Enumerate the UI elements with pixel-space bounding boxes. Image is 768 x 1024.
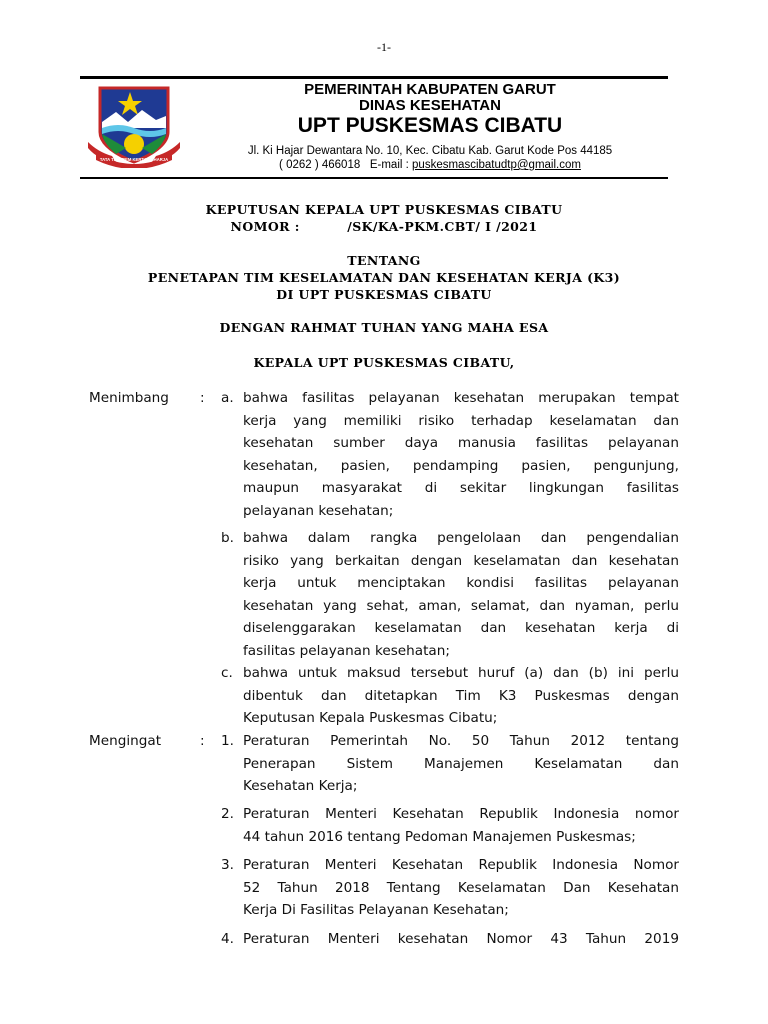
- garut-regency-logo: [86, 82, 182, 168]
- letterhead-address: Jl. Ki Hajar Dewantara No. 10, Kec. Cibatu Kab. Garut Kode Pos 44185: [247, 145, 613, 157]
- menimbang-c-text: [243, 662, 679, 730]
- text-line: risiko yang berkaitan dengan keselamatan dan kesehatan: [243, 552, 679, 569]
- mengingat-2-marker: 2.: [221, 806, 234, 822]
- menimbang-a-text: [243, 387, 679, 522]
- text-line: Penerapan Sistem Manajemen Keselamatan dan: [243, 755, 679, 772]
- decree-about: TENTANG: [347, 253, 421, 268]
- mengingat-2-text: [243, 803, 679, 848]
- letterhead-government: PEMERINTAH KABUPATEN GARUT: [304, 81, 556, 98]
- decree-number-label: NOMOR :: [230, 219, 300, 234]
- decree-authority: KEPALA UPT PUSKESMAS CIBATU,: [253, 355, 515, 370]
- mengingat-4-marker: 4.: [221, 931, 234, 947]
- mengingat-label: Mengingat: [89, 733, 162, 749]
- decree-number: [90, 219, 678, 234]
- menimbang-a-marker: a.: [221, 390, 234, 406]
- text-line: pelayanan kesehatan;: [243, 502, 394, 519]
- mengingat-colon: :: [200, 733, 205, 749]
- text-line: Peraturan Menteri Kesehatan Republik Indonesia Nomor: [243, 857, 679, 873]
- text-line: bahwa fasilitas pelayanan kesehatan merupakan tempat: [243, 390, 679, 406]
- text-line: Keputusan Kepala Puskesmas Cibatu;: [243, 710, 498, 726]
- page-number: -1-: [377, 40, 391, 54]
- letterhead-bottom-rule: [80, 177, 668, 179]
- text-line: 52 Tahun 2018 Tentang Keselamatan Dan Kesehatan: [243, 879, 679, 896]
- letterhead-email-link[interactable]: puskesmascibatudtp@gmail.com: [412, 159, 581, 171]
- letterhead-phone: ( 0262 ) 466018: [279, 159, 361, 171]
- text-line: maupun masyarakat di sekitar lingkungan fasilitas: [243, 480, 679, 496]
- menimbang-colon: :: [200, 390, 205, 406]
- letterhead-unit: UPT PUSKESMAS CIBATU: [297, 114, 563, 137]
- menimbang-label: Menimbang: [89, 390, 169, 406]
- menimbang-b-marker: b.: [221, 530, 234, 546]
- mengingat-1-marker: 1.: [221, 733, 234, 749]
- mengingat-3-marker: 3.: [221, 857, 234, 873]
- letterhead-top-rule: [80, 76, 668, 79]
- menimbang-b-text: [243, 527, 679, 662]
- text-line: fasilitas pelayanan kesehatan;: [243, 642, 450, 659]
- text-line: Kerja Di Fasilitas Pelayanan Kesehatan;: [243, 902, 509, 918]
- text-line: kesehatan, pasien, pendamping pasien, pengunjung,: [243, 457, 679, 474]
- decree-number-value: /SK/KA-PKM.CBT/ I /2021: [347, 219, 538, 234]
- letterhead-email-label: E-mail :: [369, 159, 409, 171]
- decree-subject-line2: DI UPT PUSKESMAS CIBATU: [276, 287, 492, 302]
- text-line: 44 tahun 2016 tentang Pedoman Manajemen Puskesmas;: [243, 828, 636, 845]
- text-line: kerja yang memiliki risiko terhadap keselamatan dan: [243, 412, 679, 429]
- mengingat-1-text: [243, 730, 679, 798]
- letterhead-contact: [190, 159, 670, 171]
- text-line: Peraturan Menteri Kesehatan Republik Indonesia nomor: [243, 806, 679, 822]
- text-line: kesehatan yang sehat, aman, selamat, dan nyaman, perlu: [243, 597, 679, 614]
- text-line: Kesehatan Kerja;: [243, 778, 358, 794]
- decree-title: KEPUTUSAN KEPALA UPT PUSKESMAS CIBATU: [205, 202, 563, 217]
- mengingat-4-text: [243, 928, 679, 951]
- text-line: bahwa untuk maksud tersebut huruf (a) dan (b) ini perlu: [243, 665, 679, 681]
- text-line: Peraturan Pemerintah No. 50 Tahun 2012 tentang: [243, 733, 679, 749]
- menimbang-c-marker: c.: [221, 665, 233, 681]
- decree-subject-line1: PENETAPAN TIM KESELAMATAN DAN KESEHATAN KERJA (K3): [147, 270, 621, 285]
- mengingat-3-text: [243, 854, 679, 922]
- text-line: dibentuk dan ditetapkan Tim K3 Puskesmas dengan: [243, 687, 679, 704]
- letterhead-department: DINAS KESEHATAN: [359, 97, 501, 114]
- text-line: kerja untuk menciptakan kondisi fasilitas pelayanan: [243, 575, 679, 591]
- text-line: kesehatan sumber daya manusia fasilitas pelayanan: [243, 435, 679, 451]
- logo-motto: TATA TENTREM KERTA RAHARJA: [99, 157, 169, 162]
- text-line: bahwa dalam rangka pengelolaan dan pengendalian: [243, 530, 679, 546]
- text-line: Peraturan Menteri kesehatan Nomor 43 Tahun 2019: [243, 931, 679, 947]
- text-line: diselenggarakan keselamatan dan kesehatan kerja di: [243, 620, 679, 636]
- decree-blessing: DENGAN RAHMAT TUHAN YANG MAHA ESA: [219, 320, 549, 335]
